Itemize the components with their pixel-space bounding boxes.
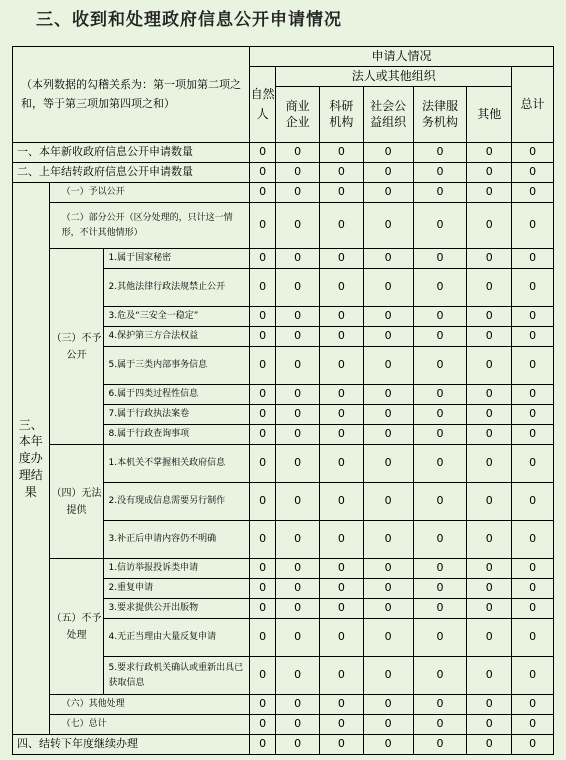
value-cell: 0 bbox=[249, 695, 275, 715]
value-cell: 0 bbox=[320, 735, 364, 755]
value-cell: 0 bbox=[320, 269, 364, 307]
value-cell: 0 bbox=[512, 249, 554, 269]
value-cell: 0 bbox=[320, 249, 364, 269]
legal-entity-header: 法人或其他组织 bbox=[276, 67, 512, 87]
row-label: （二）部分公开（区分处理的，只计这一情形，不计其他情形） bbox=[49, 203, 249, 249]
value-cell: 0 bbox=[512, 695, 554, 715]
value-cell: 0 bbox=[413, 599, 467, 619]
table-row bbox=[13, 559, 554, 579]
value-cell: 0 bbox=[276, 735, 320, 755]
value-cell: 0 bbox=[249, 327, 275, 347]
row-label: 7.属于行政执法案卷 bbox=[104, 405, 249, 425]
value-cell: 0 bbox=[276, 269, 320, 307]
value-cell: 0 bbox=[363, 183, 413, 203]
value-cell: 0 bbox=[363, 735, 413, 755]
value-cell: 0 bbox=[413, 735, 467, 755]
value-cell: 0 bbox=[320, 425, 364, 445]
value-cell: 0 bbox=[249, 143, 275, 163]
value-cell: 0 bbox=[512, 385, 554, 405]
value-cell: 0 bbox=[413, 249, 467, 269]
value-cell: 0 bbox=[249, 385, 275, 405]
table-row bbox=[13, 249, 554, 269]
value-cell: 0 bbox=[512, 657, 554, 695]
legal-service-header: 法律服务机构 bbox=[413, 87, 467, 143]
value-cell: 0 bbox=[467, 445, 512, 483]
value-cell: 0 bbox=[363, 249, 413, 269]
row-label: （一）予以公开 bbox=[49, 183, 249, 203]
value-cell: 0 bbox=[467, 327, 512, 347]
row-label: 5.属于三类内部事务信息 bbox=[104, 347, 249, 385]
row-label: 2.重复申请 bbox=[104, 579, 249, 599]
group4-label: （四）无法提供 bbox=[49, 445, 104, 559]
value-cell: 0 bbox=[512, 483, 554, 521]
row-label: 8.属于行政查询事项 bbox=[104, 425, 249, 445]
value-cell: 0 bbox=[512, 715, 554, 735]
value-cell: 0 bbox=[467, 657, 512, 695]
value-cell: 0 bbox=[249, 599, 275, 619]
value-cell: 0 bbox=[320, 203, 364, 249]
value-cell: 0 bbox=[320, 307, 364, 327]
value-cell: 0 bbox=[363, 347, 413, 385]
value-cell: 0 bbox=[276, 249, 320, 269]
value-cell: 0 bbox=[363, 715, 413, 735]
value-cell: 0 bbox=[276, 579, 320, 599]
value-cell: 0 bbox=[276, 559, 320, 579]
value-cell: 0 bbox=[512, 521, 554, 559]
value-cell: 0 bbox=[363, 483, 413, 521]
value-cell: 0 bbox=[467, 183, 512, 203]
value-cell: 0 bbox=[413, 163, 467, 183]
value-cell: 0 bbox=[512, 735, 554, 755]
value-cell: 0 bbox=[512, 619, 554, 657]
value-cell: 0 bbox=[320, 579, 364, 599]
value-cell: 0 bbox=[249, 249, 275, 269]
research-header: 科研机构 bbox=[320, 87, 364, 143]
value-cell: 0 bbox=[249, 163, 275, 183]
value-cell: 0 bbox=[467, 483, 512, 521]
value-cell: 0 bbox=[276, 715, 320, 735]
value-cell: 0 bbox=[363, 521, 413, 559]
value-cell: 0 bbox=[276, 327, 320, 347]
value-cell: 0 bbox=[467, 249, 512, 269]
value-cell: 0 bbox=[320, 521, 364, 559]
row-label: 1.信访举报投诉类申请 bbox=[104, 559, 249, 579]
value-cell: 0 bbox=[467, 143, 512, 163]
table-row bbox=[13, 695, 554, 715]
value-cell: 0 bbox=[413, 307, 467, 327]
value-cell: 0 bbox=[363, 307, 413, 327]
value-cell: 0 bbox=[363, 599, 413, 619]
row-label: 5.要求行政机关确认或重新出具已获取信息 bbox=[104, 657, 249, 695]
value-cell: 0 bbox=[413, 425, 467, 445]
table-row bbox=[13, 143, 554, 163]
value-cell: 0 bbox=[413, 559, 467, 579]
table-row bbox=[13, 203, 554, 249]
row-label: 3.危及“三安全一稳定” bbox=[104, 307, 249, 327]
value-cell: 0 bbox=[413, 183, 467, 203]
value-cell: 0 bbox=[413, 695, 467, 715]
value-cell: 0 bbox=[413, 579, 467, 599]
section3-label: 三、本年度办理结果 bbox=[13, 183, 50, 735]
value-cell: 0 bbox=[363, 405, 413, 425]
value-cell: 0 bbox=[320, 445, 364, 483]
value-cell: 0 bbox=[363, 619, 413, 657]
value-cell: 0 bbox=[320, 405, 364, 425]
group3-label: （三）不予公开 bbox=[49, 249, 104, 445]
value-cell: 0 bbox=[413, 483, 467, 521]
value-cell: 0 bbox=[467, 425, 512, 445]
nonprofit-header: 社会公益组织 bbox=[363, 87, 413, 143]
value-cell: 0 bbox=[413, 143, 467, 163]
table-row bbox=[13, 715, 554, 735]
row-label: 4.无正当理由大量反复申请 bbox=[104, 619, 249, 657]
row-label: 3.要求提供公开出版物 bbox=[104, 599, 249, 619]
value-cell: 0 bbox=[249, 735, 275, 755]
value-cell: 0 bbox=[249, 405, 275, 425]
table-row bbox=[13, 183, 554, 203]
value-cell: 0 bbox=[276, 405, 320, 425]
value-cell: 0 bbox=[320, 599, 364, 619]
value-cell: 0 bbox=[276, 521, 320, 559]
value-cell: 0 bbox=[249, 307, 275, 327]
row-label: 6.属于四类过程性信息 bbox=[104, 385, 249, 405]
value-cell: 0 bbox=[276, 445, 320, 483]
value-cell: 0 bbox=[363, 163, 413, 183]
value-cell: 0 bbox=[276, 203, 320, 249]
value-cell: 0 bbox=[320, 183, 364, 203]
value-cell: 0 bbox=[467, 619, 512, 657]
value-cell: 0 bbox=[320, 347, 364, 385]
value-cell: 0 bbox=[249, 425, 275, 445]
value-cell: 0 bbox=[249, 183, 275, 203]
value-cell: 0 bbox=[276, 385, 320, 405]
value-cell: 0 bbox=[249, 347, 275, 385]
natural-person-header: 自然人 bbox=[249, 67, 275, 143]
value-cell: 0 bbox=[276, 425, 320, 445]
value-cell: 0 bbox=[467, 405, 512, 425]
value-cell: 0 bbox=[413, 405, 467, 425]
row-label: 四、结转下年度继续办理 bbox=[13, 735, 250, 755]
value-cell: 0 bbox=[467, 579, 512, 599]
value-cell: 0 bbox=[276, 347, 320, 385]
value-cell: 0 bbox=[363, 143, 413, 163]
value-cell: 0 bbox=[467, 521, 512, 559]
row-label: 3.补正后申请内容仍不明确 bbox=[104, 521, 249, 559]
value-cell: 0 bbox=[467, 163, 512, 183]
row-label: （六）其他处理 bbox=[49, 695, 249, 715]
value-cell: 0 bbox=[413, 619, 467, 657]
value-cell: 0 bbox=[512, 579, 554, 599]
value-cell: 0 bbox=[512, 307, 554, 327]
value-cell: 0 bbox=[320, 559, 364, 579]
value-cell: 0 bbox=[320, 163, 364, 183]
value-cell: 0 bbox=[363, 425, 413, 445]
application-stats-table bbox=[12, 46, 554, 755]
value-cell: 0 bbox=[512, 445, 554, 483]
value-cell: 0 bbox=[249, 619, 275, 657]
value-cell: 0 bbox=[320, 483, 364, 521]
value-cell: 0 bbox=[320, 143, 364, 163]
value-cell: 0 bbox=[276, 143, 320, 163]
row-label: 二、上年结转政府信息公开申请数量 bbox=[13, 163, 250, 183]
table-row bbox=[13, 735, 554, 755]
value-cell: 0 bbox=[320, 657, 364, 695]
value-cell: 0 bbox=[512, 143, 554, 163]
value-cell: 0 bbox=[512, 405, 554, 425]
applicant-header: 申请人情况 bbox=[249, 47, 553, 67]
value-cell: 0 bbox=[363, 385, 413, 405]
value-cell: 0 bbox=[249, 579, 275, 599]
value-cell: 0 bbox=[249, 269, 275, 307]
value-cell: 0 bbox=[363, 657, 413, 695]
value-cell: 0 bbox=[413, 203, 467, 249]
value-cell: 0 bbox=[363, 327, 413, 347]
value-cell: 0 bbox=[512, 425, 554, 445]
value-cell: 0 bbox=[276, 657, 320, 695]
value-cell: 0 bbox=[512, 559, 554, 579]
value-cell: 0 bbox=[276, 307, 320, 327]
value-cell: 0 bbox=[467, 695, 512, 715]
table-row bbox=[13, 445, 554, 483]
value-cell: 0 bbox=[320, 385, 364, 405]
value-cell: 0 bbox=[512, 327, 554, 347]
value-cell: 0 bbox=[512, 269, 554, 307]
value-cell: 0 bbox=[249, 559, 275, 579]
value-cell: 0 bbox=[467, 735, 512, 755]
value-cell: 0 bbox=[413, 385, 467, 405]
total-header: 总计 bbox=[512, 67, 554, 143]
value-cell: 0 bbox=[320, 715, 364, 735]
value-cell: 0 bbox=[320, 327, 364, 347]
value-cell: 0 bbox=[363, 445, 413, 483]
value-cell: 0 bbox=[467, 347, 512, 385]
value-cell: 0 bbox=[413, 445, 467, 483]
value-cell: 0 bbox=[467, 203, 512, 249]
row-label: 4.保护第三方合法权益 bbox=[104, 327, 249, 347]
value-cell: 0 bbox=[276, 483, 320, 521]
table-note: （本列数据的勾稽关系为：第一项加第二项之和，等于第三项加第四项之和） bbox=[13, 47, 250, 143]
other-header: 其他 bbox=[467, 87, 512, 143]
row-label: 1.属于国家秘密 bbox=[104, 249, 249, 269]
value-cell: 0 bbox=[363, 203, 413, 249]
table-row bbox=[13, 163, 554, 183]
value-cell: 0 bbox=[363, 559, 413, 579]
group5-label: （五）不予处理 bbox=[49, 559, 104, 695]
value-cell: 0 bbox=[276, 163, 320, 183]
value-cell: 0 bbox=[249, 445, 275, 483]
value-cell: 0 bbox=[467, 307, 512, 327]
value-cell: 0 bbox=[512, 347, 554, 385]
value-cell: 0 bbox=[512, 599, 554, 619]
value-cell: 0 bbox=[512, 163, 554, 183]
value-cell: 0 bbox=[249, 715, 275, 735]
value-cell: 0 bbox=[363, 269, 413, 307]
value-cell: 0 bbox=[363, 579, 413, 599]
value-cell: 0 bbox=[467, 385, 512, 405]
page-title: 三、收到和处理政府信息公开申请情况 bbox=[36, 10, 342, 30]
value-cell: 0 bbox=[413, 521, 467, 559]
row-label: 2.没有现成信息需要另行制作 bbox=[104, 483, 249, 521]
value-cell: 0 bbox=[467, 599, 512, 619]
value-cell: 0 bbox=[249, 657, 275, 695]
value-cell: 0 bbox=[363, 695, 413, 715]
value-cell: 0 bbox=[413, 269, 467, 307]
value-cell: 0 bbox=[413, 327, 467, 347]
value-cell: 0 bbox=[413, 657, 467, 695]
row-label: 一、本年新收政府信息公开申请数量 bbox=[13, 143, 250, 163]
value-cell: 0 bbox=[512, 203, 554, 249]
value-cell: 0 bbox=[276, 619, 320, 657]
value-cell: 0 bbox=[276, 183, 320, 203]
row-label: 1.本机关不掌握相关政府信息 bbox=[104, 445, 249, 483]
value-cell: 0 bbox=[413, 347, 467, 385]
value-cell: 0 bbox=[320, 695, 364, 715]
row-label: 2.其他法律行政法规禁止公开 bbox=[104, 269, 249, 307]
value-cell: 0 bbox=[249, 521, 275, 559]
value-cell: 0 bbox=[249, 483, 275, 521]
value-cell: 0 bbox=[467, 269, 512, 307]
value-cell: 0 bbox=[276, 599, 320, 619]
value-cell: 0 bbox=[467, 715, 512, 735]
value-cell: 0 bbox=[249, 203, 275, 249]
value-cell: 0 bbox=[467, 559, 512, 579]
business-header: 商业企业 bbox=[276, 87, 320, 143]
value-cell: 0 bbox=[413, 715, 467, 735]
value-cell: 0 bbox=[512, 183, 554, 203]
row-label: （七）总计 bbox=[49, 715, 249, 735]
value-cell: 0 bbox=[320, 619, 364, 657]
value-cell: 0 bbox=[276, 695, 320, 715]
